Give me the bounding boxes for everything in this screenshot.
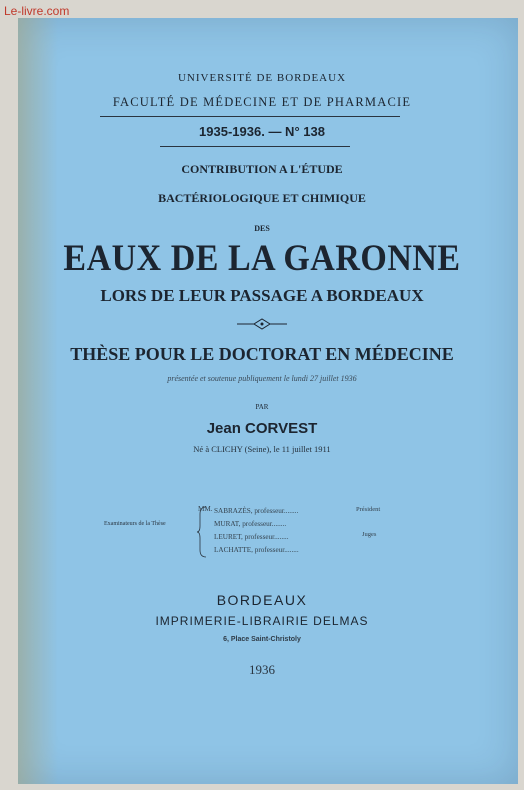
year-rule	[160, 146, 350, 147]
defense-date: présentée et soutenue publiquement le lundi 27 juillet 1936	[167, 374, 357, 383]
par-label: PAR	[255, 403, 269, 411]
author-birth: Né à CLICHY (Seine), le 11 juillet 1911	[193, 444, 331, 454]
title-line-2: BACTÉRIOLOGIQUE ET CHIMIQUE	[158, 191, 366, 205]
author-name: Jean CORVEST	[206, 420, 318, 437]
jury-list	[214, 505, 299, 557]
jury-member: SABRAZÈS, professeur........	[214, 507, 299, 515]
jury-member: LEURET, professeur........	[214, 533, 289, 541]
main-title: EAUX DE LA GARONNE	[63, 238, 461, 279]
jury-member: LACHATTE, professeur........	[214, 546, 299, 554]
publisher-address: 6, Place Saint-Christoly	[223, 636, 301, 643]
watermark: Le-livre.com	[4, 4, 70, 18]
jury-member: MURAT, professeur........	[214, 520, 287, 528]
brace-icon	[196, 506, 208, 558]
jury-mm: MM.	[198, 505, 213, 513]
publisher-city: BORDEAUX	[216, 592, 308, 608]
subtitle: LORS DE LEUR PASSAGE A BORDEAUX	[100, 286, 424, 305]
faculty-name: FACULTÉ DE MÉDECINE ET DE PHARMACIE	[112, 95, 412, 109]
publication-year: 1936	[249, 662, 275, 677]
year-number: 1935-1936. — N° 138	[199, 124, 325, 139]
jury-president: Président	[356, 506, 381, 513]
title-connector: DES	[254, 224, 270, 233]
jury-juges: Juges	[362, 531, 377, 538]
ornament-divider-icon	[237, 318, 287, 330]
university-name: UNIVERSITÉ DE BORDEAUX	[177, 72, 347, 84]
header-rule	[100, 116, 400, 117]
title-line-1: CONTRIBUTION A L'ÉTUDE	[181, 162, 343, 176]
publisher-name: IMPRIMERIE-LIBRAIRIE DELMAS	[155, 614, 369, 628]
thesis-heading: THÈSE POUR LE DOCTORAT EN MÉDECINE	[70, 344, 454, 364]
jury-label: Examinateurs de la Thèse	[104, 521, 166, 527]
